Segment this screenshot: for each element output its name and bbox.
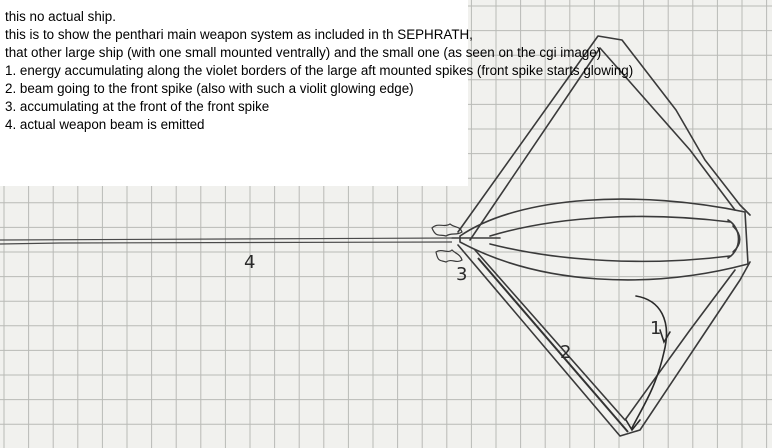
beam-line-fade <box>0 243 60 244</box>
note-line: 3. accumulating at the front of the front spike <box>5 99 270 114</box>
central-hull <box>460 199 748 280</box>
ship-outline <box>452 36 750 436</box>
step-3-label: 3 <box>456 264 468 285</box>
note-line: that other large ship (with one small mounted ventrally) and the small one (as seen on the cgi image) <box>5 45 602 60</box>
step-1-label: 1 <box>650 318 662 339</box>
hull-line-lower <box>490 244 730 261</box>
beam-path-2 <box>478 258 628 432</box>
beam-to-front-spike <box>478 258 628 432</box>
beam-line-top <box>0 238 452 240</box>
hull-line-upper <box>490 216 730 236</box>
note-line: this no actual ship. <box>5 9 116 24</box>
note-line: 4. actual weapon beam is emitted <box>5 117 205 132</box>
annotation-notes <box>0 0 634 186</box>
step-2-label: 2 <box>560 342 572 363</box>
step-4-label: 4 <box>244 252 256 273</box>
note-line: 1. energy accumulating along the violet borders of the large aft mounted spikes (front spike starts glowing) <box>5 63 634 78</box>
arrow-1-curve <box>632 296 666 428</box>
weapon-beam <box>0 238 452 244</box>
note-line: this is to show the penthari main weapon system as included in th SEPHRATH, <box>5 27 473 42</box>
note-line: 2. beam going to the front spike (also with such a violit glowing edge) <box>5 81 414 96</box>
beam-line-bottom <box>60 242 452 243</box>
